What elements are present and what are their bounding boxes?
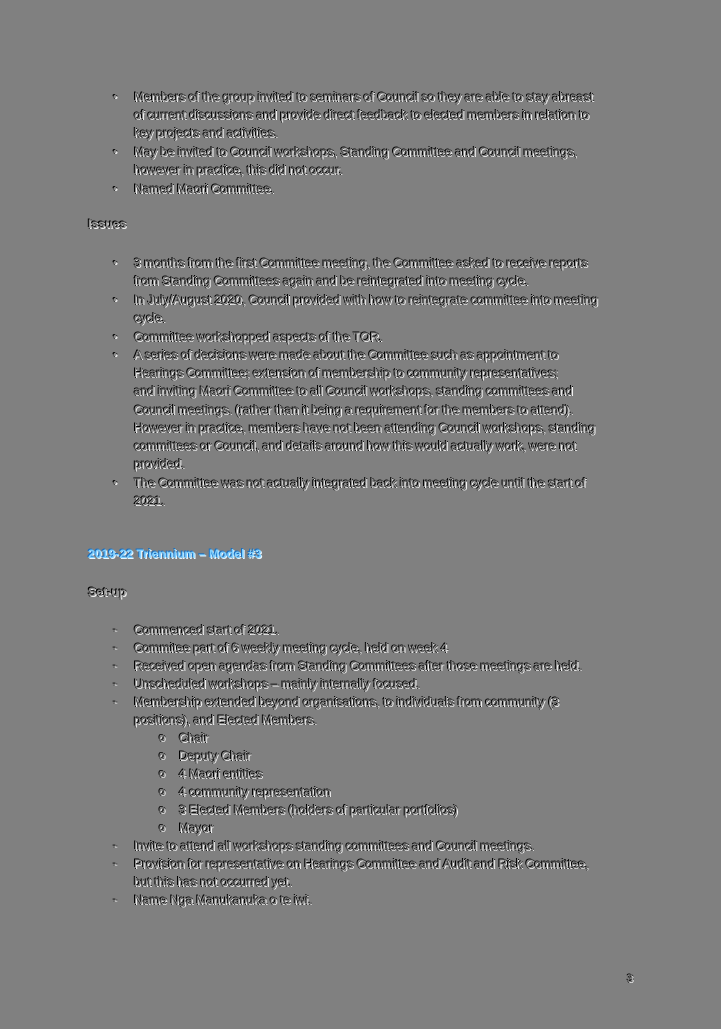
list-item: • May be invited to Council workshops, Standing Committee and Council meetings, however in practice, this did not occur. — [134, 143, 634, 179]
list-item: • Named Maori Committee. — [134, 180, 634, 198]
bullet-marker: • — [113, 183, 117, 195]
list-item: - Provision for representative on Hearings Committee and Audit and Risk Committee, but this has not occurred yet. — [134, 855, 634, 891]
bullet-marker: • — [113, 146, 117, 158]
list-item: • In July/August 2020, Council provided with how to reintegrate committee into meeting cycle. — [134, 291, 634, 327]
circle-marker: o — [158, 732, 166, 744]
list-item: • Members of the group invited to seminars of Council so they are able to stay abreast of current discussions and provide direct feedback to elected members in relation to key projects and activities. — [134, 88, 634, 143]
page-number: 3 — [627, 973, 634, 985]
sub-list-item: o Mayor — [179, 819, 619, 837]
circle-marker: o — [158, 768, 166, 780]
bullet-marker: • — [113, 257, 117, 269]
bullet-marker: • — [113, 91, 117, 103]
sub-list-item: o Chair — [179, 729, 619, 747]
section-title: 2019-22 Triennium – Model #3 — [88, 547, 262, 561]
dash-marker: - — [113, 642, 117, 654]
bullet-marker: • — [113, 294, 117, 306]
list-item: - Name Nga Manukanuka o te iwi. — [134, 891, 634, 909]
circle-marker: o — [158, 822, 166, 834]
list-item: - Membership extended beyond organisations, to individuals from community (3 positions), and Elected Members. — [134, 693, 634, 729]
list-item: • Committee workshopped aspects of the TOR. — [134, 328, 634, 346]
bullet-marker: • — [113, 331, 117, 343]
circle-marker: o — [158, 804, 166, 816]
dash-marker: - — [113, 858, 117, 870]
dash-marker: - — [113, 840, 117, 852]
circle-marker: o — [158, 750, 166, 762]
dash-marker: - — [113, 678, 117, 690]
circle-marker: o — [158, 786, 166, 798]
list-item: - Received open agendas from Standing Committees after those meetings are held. — [134, 657, 634, 675]
sub-list-item: o 4 Maori entities — [179, 765, 619, 783]
list-item: • A series of decisions were made about the Committee such as appointment to Hearings Committee; extension of membership to community representatives; and inviting Maori Committee to all Council workshops, standing committees and Council meetings. (rather than it being a requirement for the members to attend). However in practice, members have not been attending Council workshops, standing committees or Council, and details around how this would actually work, were not provided. — [134, 346, 634, 473]
sub-list-item: o 4 community representation — [179, 783, 619, 801]
dash-marker: - — [113, 894, 117, 906]
list-item: - Unscheduled workshops – mainly internally focused. — [134, 675, 634, 693]
bullet-marker: • — [113, 477, 117, 489]
sub-list-item: o Deputy Chair — [179, 747, 619, 765]
list-item: • 3 months from the first Committee meeting, the Committee asked to receive reports from Standing Committees again and be reintegrated into meeting cycle. — [134, 254, 634, 290]
issues-heading: Issues — [88, 217, 127, 231]
setup-heading: Set-up — [88, 585, 127, 599]
list-item: - Invite to attend all workshops standing committees and Council meetings. — [134, 837, 634, 855]
sub-list-item: o 3 Elected Members (holders of particular portfolios) — [179, 801, 619, 819]
list-item: • The Committee was not actually integrated back into meeting cycle until the start of 2021. — [134, 474, 634, 510]
list-item: - Commitee part of 6 weekly meeting cycle, held on week 4 — [134, 639, 634, 657]
dash-marker: - — [113, 624, 117, 636]
bullet-marker: • — [113, 349, 117, 361]
dash-marker: - — [113, 696, 117, 708]
list-item: - Commenced start of 2021. — [134, 621, 634, 639]
dash-marker: - — [113, 660, 117, 672]
